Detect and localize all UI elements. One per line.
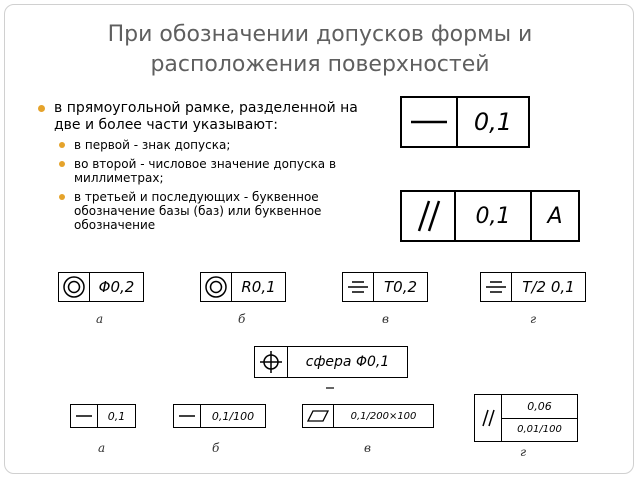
tolerance-frame-symmetry-v [342,272,428,302]
flatness-icon [303,405,333,427]
bullet-main: в прямоугольной рамке, разделенной на две и более части указывают: [38,100,358,134]
tolerance-frame-straightness [400,96,530,148]
tolerance-value: сфера Φ0,1 [287,347,407,377]
tolerance-value: 0,1/200×100 [333,405,433,427]
straightness-icon [402,98,456,146]
figure-label-a: а [96,312,104,326]
figure-label-g: г [520,445,527,459]
symmetry-icon [481,273,511,301]
symmetry-icon [343,273,373,301]
tolerance-frame-symmetry-g [480,272,586,302]
tolerance-frame-straightness-b [173,404,266,428]
tolerance-value: Φ0,2 [89,273,143,301]
straightness-icon [174,405,200,427]
tolerance-value: 0,1/100 [200,405,265,427]
straightness-icon [71,405,97,427]
sub-bullet-1: в первой - знак допуска; [58,138,358,152]
tolerance-frame-straightness-a [70,404,136,428]
figure-label-v: в [364,441,371,455]
figure-label-g: г [530,312,537,326]
sub-bullet-3: в третьей и последующих - буквенное обозначение базы (баз) или буквенное обозначение [58,190,358,232]
tolerance-frame-flatness [302,404,434,428]
concentric-circles-icon [201,273,231,301]
tolerance-value: T/2 0,1 [511,273,585,301]
tolerance-value: 0,1 [97,405,135,427]
slide-title: При обозначении допусков формы и расположения поверхностей [107,22,533,77]
tolerance-frame-roundness-a [58,272,144,302]
figure-label-v: в [382,312,389,326]
position-icon [255,347,287,377]
tolerance-value: T0,2 [373,273,427,301]
parallelism-icon [402,192,454,240]
stacked-values [501,395,577,441]
figure-label-a: а [98,441,106,455]
sub-bullet-list [58,138,358,232]
dash-mark [326,386,336,390]
figure-label-b: б [238,312,246,326]
tolerance-frame-parallelism [400,190,580,242]
tolerance-value-top: 0,06 [502,395,577,419]
tolerance-frame-parallelism-g [474,394,578,442]
tolerance-value-bottom: 0,01/100 [517,424,562,436]
parallelism-icon [475,395,501,441]
figure-label-b: б [212,441,220,455]
tolerance-value: 0,1 [454,192,530,240]
tolerance-frame-position [254,346,408,378]
tolerance-value: 0,1 [456,98,528,146]
sub-bullet-2: во второй - числовое значение допуска в миллиметрах; [58,157,358,185]
concentric-circles-icon [59,273,89,301]
tolerance-frame-roundness-b [200,272,286,302]
bullet-list [38,100,358,265]
base-letter: A [530,192,578,240]
tolerance-value: R0,1 [231,273,285,301]
